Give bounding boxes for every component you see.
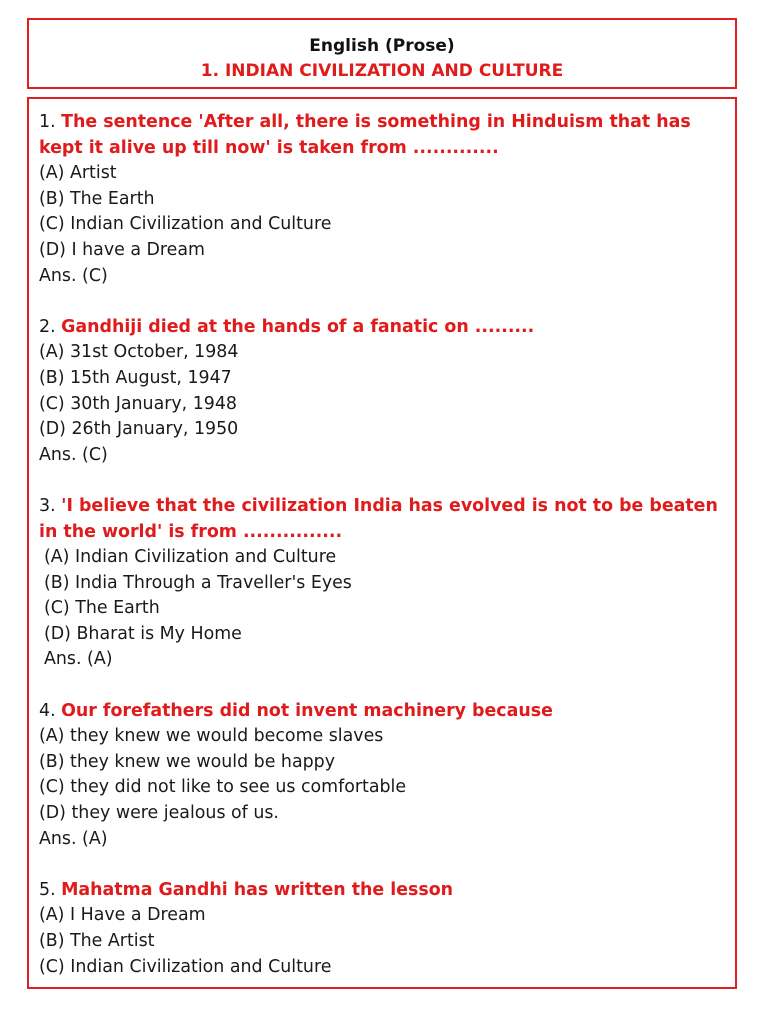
question-number: 2. bbox=[39, 316, 56, 337]
option-d: (D) 26th January, 1950 bbox=[39, 419, 239, 440]
option-b: (B) 15th August, 1947 bbox=[39, 367, 232, 388]
option-a: (A) they knew we would become slaves bbox=[39, 726, 384, 747]
question-number: 5. bbox=[39, 879, 56, 900]
question-2 bbox=[39, 315, 735, 469]
option-d: (D) they were jealous of us. bbox=[39, 803, 279, 824]
option-b: (B) India Through a Traveller's Eyes bbox=[44, 572, 352, 593]
question-title bbox=[39, 315, 735, 341]
question-text: Our forefathers did not invent machinery because bbox=[61, 700, 553, 721]
answer: Ans. (C) bbox=[39, 265, 108, 286]
option-a: (A) I Have a Dream bbox=[39, 905, 206, 926]
option-c: (C) Indian Civilization and Culture bbox=[39, 214, 332, 235]
option-b: (B) they knew we would be happy bbox=[39, 751, 335, 772]
option-a: (A) Artist bbox=[39, 163, 117, 184]
subject-title: English (Prose) bbox=[309, 36, 455, 56]
option-b: (B) The Earth bbox=[39, 188, 155, 209]
question-title bbox=[39, 494, 735, 545]
chapter-title: 1. INDIAN CIVILIZATION AND CULTURE bbox=[200, 61, 564, 81]
question-text: 'I believe that the civilization India has evolved is not to be beaten in the world' is from ............... bbox=[39, 495, 724, 542]
questions-box bbox=[27, 97, 737, 989]
option-a: (A) Indian Civilization and Culture bbox=[44, 547, 337, 568]
question-number: 4. bbox=[39, 700, 56, 721]
question-title bbox=[39, 699, 735, 725]
question-title bbox=[39, 878, 735, 904]
option-d: (D) Bharat is My Home bbox=[44, 623, 242, 644]
title-box bbox=[27, 18, 737, 89]
question-number: 3. bbox=[39, 495, 56, 516]
question-4 bbox=[39, 699, 735, 853]
question-text: Mahatma Gandhi has written the lesson bbox=[61, 879, 454, 900]
question-5 bbox=[39, 878, 735, 980]
question-3 bbox=[39, 494, 735, 673]
option-c: (C) The Earth bbox=[44, 598, 160, 619]
question-title bbox=[39, 110, 735, 161]
question-1 bbox=[39, 110, 735, 289]
option-c: (C) they did not like to see us comfortable bbox=[39, 777, 407, 798]
answer: Ans. (A) bbox=[39, 828, 108, 849]
option-a: (A) 31st October, 1984 bbox=[39, 342, 239, 363]
option-b: (B) The Artist bbox=[39, 931, 155, 951]
question-number: 1. bbox=[39, 112, 56, 132]
question-text: Gandhiji died at the hands of a fanatic on ......... bbox=[61, 316, 535, 337]
option-c: (C) 30th January, 1948 bbox=[39, 393, 237, 414]
answer: Ans. (C) bbox=[39, 444, 108, 465]
option-c: (C) Indian Civilization and Culture bbox=[39, 956, 332, 977]
answer: Ans. (A) bbox=[44, 649, 113, 670]
question-text: The sentence 'After all, there is something in Hinduism that has kept it alive up till now' is taken from ............. bbox=[39, 112, 697, 158]
option-d: (D) I have a Dream bbox=[39, 239, 205, 260]
